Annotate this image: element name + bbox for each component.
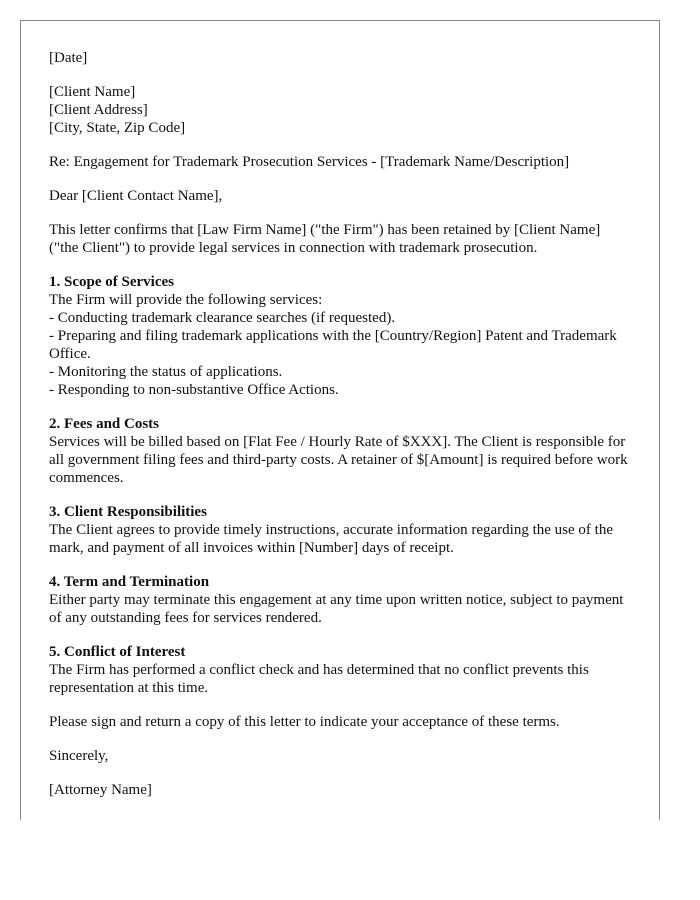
letter-page (20, 20, 660, 820)
signatory (49, 781, 631, 799)
client-city-line: [City, State, Zip Code] (49, 120, 186, 136)
section-line: - Preparing and filing trademark applications with the [Country/Region] Patent and Trademark Office. (49, 328, 621, 362)
section-fees (49, 415, 631, 487)
section-heading: 2. Fees and Costs (49, 416, 160, 432)
letter-date (49, 49, 631, 67)
section-line: - Conducting trademark clearance searches (if requested). (49, 310, 396, 326)
section-term-termination (49, 573, 631, 627)
attorney-name: [Attorney Name] (49, 782, 152, 798)
salutation (49, 187, 631, 205)
re-line (49, 153, 631, 171)
intro-text: This letter confirms that [Law Firm Name] ("the Firm") has been retained by [Client Name] ("the Client") to provide legal services in connection with trademark prosecution. (49, 222, 601, 256)
section-text: The Firm has performed a conflict check and has determined that no conflict prevents this representation at this time. (49, 662, 589, 696)
re-line-text: Re: Engagement for Trademark Prosecution Services - [Trademark Name/Description] (49, 154, 570, 170)
section-heading: 4. Term and Termination (49, 574, 210, 590)
section-text: The Client agrees to provide timely instructions, accurate information regarding the use of the mark, and payment of all invoices within [Number] days of receipt. (49, 522, 613, 556)
salutation-text: Dear [Client Contact Name], (49, 188, 223, 204)
section-text: Either party may terminate this engagement at any time upon written notice, subject to payment of any outstanding fees for services rendered. (49, 592, 624, 626)
intro-paragraph (49, 221, 631, 257)
sign-off-text: Sincerely, (49, 748, 109, 764)
section-client-responsibilities (49, 503, 631, 557)
client-address: [Client Address] (49, 102, 148, 118)
section-text: Services will be billed based on [Flat Fee / Hourly Rate of $XXX]. The Client is responsible for all government filing fees and third-party costs. A retainer of $[Amount] is required before work commences. (49, 434, 628, 486)
section-heading: 1. Scope of Services (49, 274, 174, 290)
section-line: - Monitoring the status of applications. (49, 364, 283, 380)
section-conflict-of-interest (49, 643, 631, 697)
date-text: [Date] (49, 50, 88, 66)
section-line: - Responding to non-substantive Office Actions. (49, 382, 339, 398)
client-address-block (49, 83, 631, 137)
closing-request (49, 713, 631, 731)
sign-off (49, 747, 631, 765)
client-name: [Client Name] (49, 84, 136, 100)
closing-request-text: Please sign and return a copy of this letter to indicate your acceptance of these terms. (49, 714, 560, 730)
section-heading: 5. Conflict of Interest (49, 644, 186, 660)
section-scope (49, 273, 631, 399)
section-line: The Firm will provide the following services: (49, 292, 323, 308)
section-heading: 3. Client Responsibilities (49, 504, 207, 520)
